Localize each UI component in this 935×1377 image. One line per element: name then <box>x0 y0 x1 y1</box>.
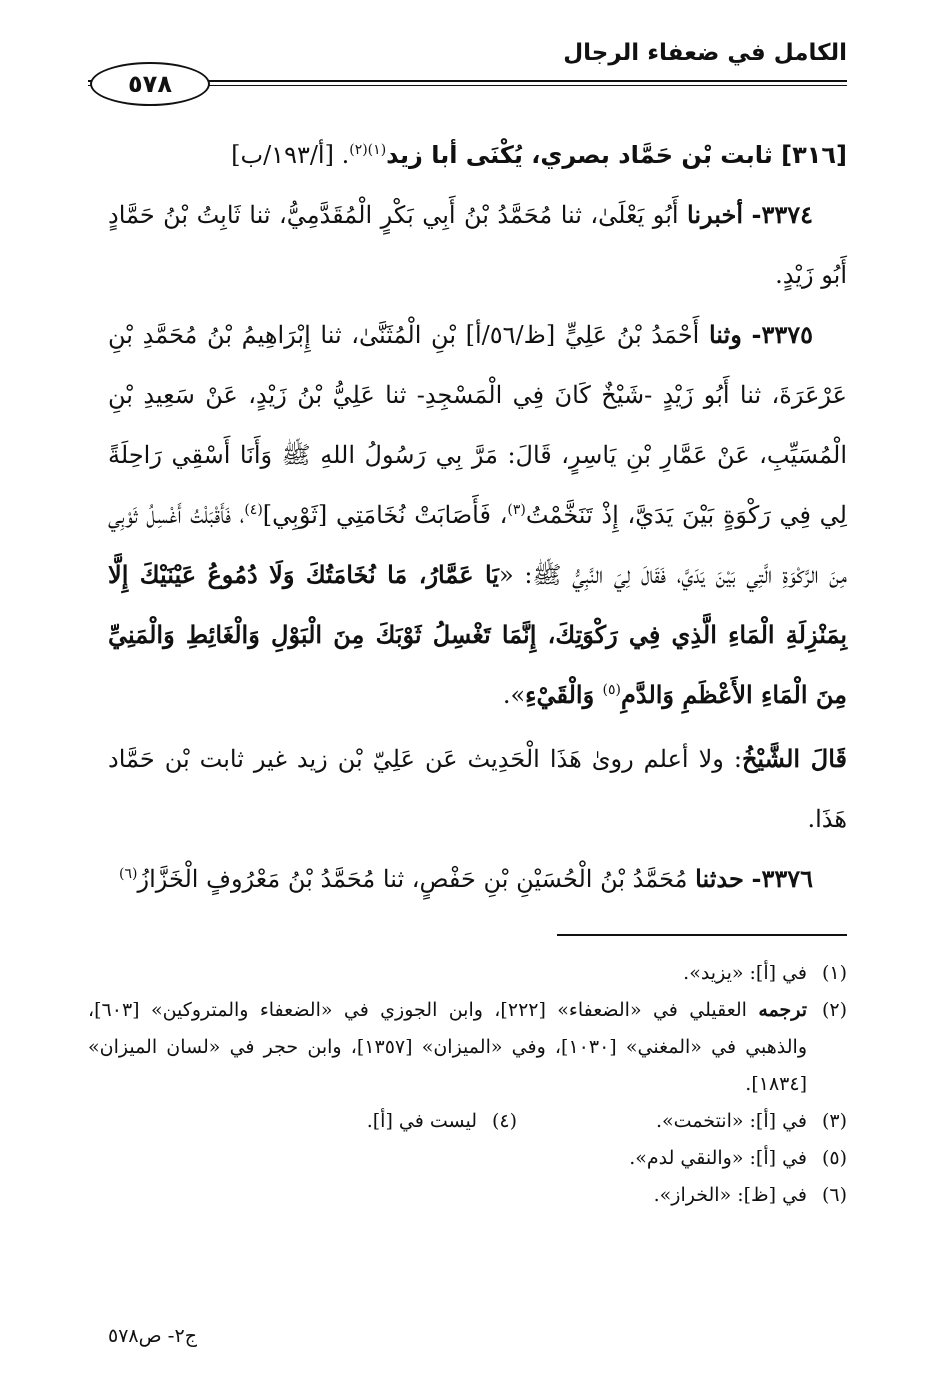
footnote-number: (١) <box>821 962 847 984</box>
page-number <box>90 62 210 106</box>
footnote-marker: (٥) <box>602 682 621 698</box>
footnote-text: ليست في [أ]. <box>366 1110 477 1132</box>
footnote-1 <box>88 955 847 992</box>
quote-close: ». <box>502 681 526 709</box>
sheikh-lead: قَالَ الشَّيْخُ <box>741 744 847 773</box>
footnote-lead: ترجمه <box>758 999 807 1021</box>
footnote-number: (٢) <box>821 999 847 1021</box>
footnote-3 <box>517 1103 847 1140</box>
footnote-2 <box>88 992 847 1103</box>
hadith-text: ، فَأَقْبَلْتُ أَغْسِلُ ثَوْبِي مِنَ الرَّكْوَةِ الَّتِي بَيْنَ يَدَيَّ، فَقَالَ لِيَ النَّبِيُّ ﷺ: « <box>108 501 848 589</box>
footnote-marker: (٣) <box>507 502 526 518</box>
footnote-text: في [أ]: «انتخمت». <box>656 1110 807 1132</box>
sheikh-text: : ولا أعلم روىٰ هَذَا الْحَدِيث عَن عَلِيّ بْن زيد غير ثابت بْن حَمَّاد هَذَا. <box>108 745 847 833</box>
hadith-text: ، فَأَصَابَتْ نُخَامَتِي [ثَوْبِي] <box>262 501 508 529</box>
hadith-3376 <box>108 849 847 909</box>
hadith-lead: وثنا <box>708 320 742 349</box>
hadith-text: مُحَمَّدُ بْنُ الْحُسَيْنِ بْنِ حَفْصٍ، ثنا مُحَمَّدُ بْنُ مَعْرُوفٍ الْخَزَّازُ <box>137 865 688 893</box>
footnote-body <box>88 992 807 1103</box>
hadith-number: ٣٣٧٦- <box>751 864 813 893</box>
footnote-text: في [أ]: «يزيد». <box>683 962 807 984</box>
hadith-3374 <box>108 185 847 305</box>
hadith-lead: حدثنا <box>695 864 744 893</box>
footnote-number: (٥) <box>821 1147 847 1169</box>
volume-page-reference: ج٢- ص٥٧٨ <box>108 1325 197 1347</box>
page-number-label: ٥٧٨ <box>128 70 172 98</box>
footnotes <box>88 955 847 1214</box>
footnote-marker: (٦) <box>119 866 138 882</box>
footnote-number: (٤) <box>491 1110 517 1132</box>
prophet-saying-end: وَالْقَيْءِ <box>525 680 603 709</box>
footnote-marker: (١)(٢) <box>349 142 387 158</box>
prophet-saying: يَا عَمَّارُ، مَا نُخَامَتُكَ وَلَا دُمُوعُ عَيْنَيْكَ إِلَّا بِمَنْزِلَةِ الْمَاءِ الَّذِي فِي رَكْوَتِكَ، إِنَّمَا تَغْسِلُ ثَوْبَكَ مِنَ الْبَوْلِ وَالْغَائِطِ وَالْمَنِيِّ مِنَ الْمَاءِ الأَعْظَمِ وَالدَّمِ <box>108 560 847 709</box>
hadith-text: أَحْمَدُ بْنُ عَلِيٍّ [ظ/٥٦/أ] بْنِ الْمُثَنَّىٰ، ثنا إِبْرَاهِيمُ بْنُ مُحَمَّدِ بْنِ عَرْعَرَةَ، ثنا أَبُو زَيْدٍ -شَيْخٌ كَانَ فِي الْمَسْجِدِ- ثنا عَلِيُّ بْنُ زَيْدٍ، عَنْ سَعِيدِ بْنِ الْمُسَيِّبِ، عَنْ عَمَّارِ بْنِ يَاسِرٍ، قَالَ: مَرَّ بِي رَسُولُ اللهِ ﷺ وَأَنَا أَسْقِي رَاحِلَةً لِي فِي رَكْوَةٍ بَيْنَ يَدَيَّ، إِذْ تَنَخَّمْتُ <box>108 321 847 529</box>
hadith-text: أَبُو يَعْلَىٰ، ثنا مُحَمَّدُ بْنُ أَبِي بَكْرٍ الْمُقَدَّمِيُّ، ثنا ثَابِتُ بْنُ حَمَّادٍ أَبُو زَيْدٍ. <box>108 201 847 289</box>
footnote-pair <box>88 1103 847 1140</box>
footnote-4 <box>187 1103 517 1140</box>
running-title: الكامل في ضعفاء الرجال <box>563 40 847 66</box>
footnote-text: العقيلي في «الضعفاء» [٢٢٢]، وابن الجوزي في «الضعفاء والمتروكين» [٦٠٣]، والذهبي في «المغني» [١٠٣٠]، وفي «الميزان» [١٣٥٧]، وابن حجر في «لسان الميزان» [١٨٣٤]. <box>88 999 808 1095</box>
footnote-number: (٣) <box>821 1110 847 1132</box>
footnote-6 <box>88 1177 847 1214</box>
hadith-number: ٣٣٧٤- <box>751 200 814 229</box>
footnote-marker: (٤) <box>244 502 263 518</box>
footnote-text: في [أ]: «والنقي لدم». <box>629 1147 807 1169</box>
entry-heading-line <box>108 125 847 185</box>
main-text <box>108 125 847 909</box>
footnote-number: (٦) <box>821 1184 847 1206</box>
hadith-number: ٣٣٧٥- <box>751 320 813 349</box>
hadith-lead: أخبرنا <box>687 200 744 229</box>
footnote-text: في [ظ]: «الخراز». <box>653 1184 807 1206</box>
hadith-3375 <box>108 305 847 725</box>
entry-reference: . [أ/١٩٣/ب] <box>231 141 350 169</box>
footnote-separator <box>557 934 847 936</box>
entry-heading: [٣١٦] ثابت بْن حَمَّاد بصري، يُكْنَى أبا زيد <box>386 141 847 169</box>
sheikh-comment <box>108 729 847 849</box>
footnote-5 <box>88 1140 847 1177</box>
